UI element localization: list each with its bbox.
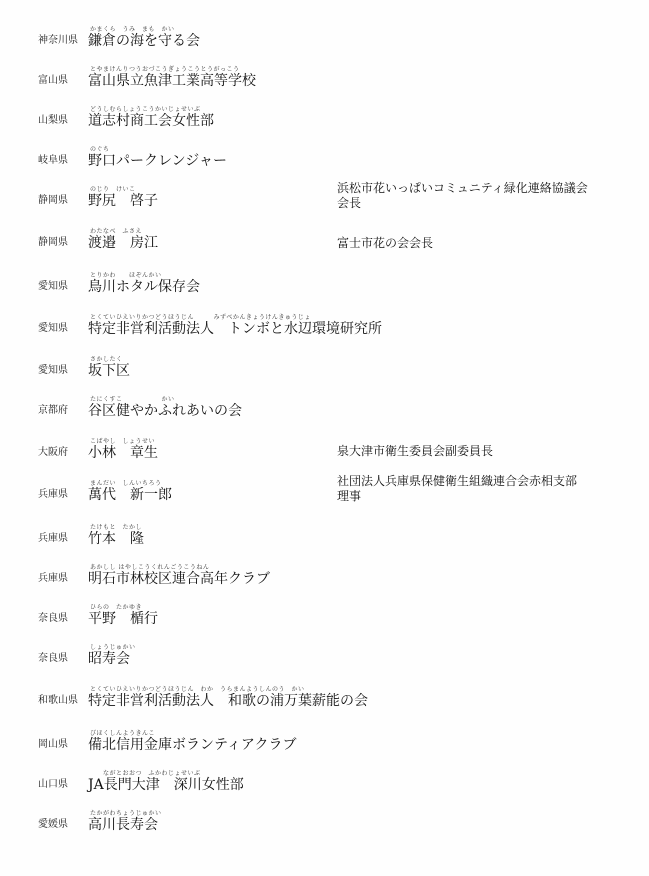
prefecture-label: 愛知県 [38,281,68,292]
list-item [0,686,649,716]
prefecture-label: 静岡県 [38,195,68,206]
recipient-name: 渡邉 房江 [88,235,158,251]
recipient [88,356,130,379]
list-item [0,181,649,216]
recipient [88,186,158,209]
list-item [0,438,649,468]
furigana: のじり けいこ [90,186,136,193]
furigana: とりかわ ほぞんかい [90,272,162,279]
prefecture-label: 大阪府 [38,447,68,458]
furigana: どうしむらしょうこうかいじょせいぶ [90,106,201,113]
prefecture-label: 山梨県 [38,115,68,126]
prefecture-label: 和歌山県 [38,695,78,706]
recipient-name: 道志村商工会女性部 [88,113,214,129]
title-line: 会長 [337,196,362,210]
prefecture-label: 愛媛県 [38,819,68,830]
furigana: あかしし はやしこうくれんごうこうねん [90,564,210,571]
list-item [0,272,649,302]
recipient [88,396,242,419]
prefecture-label: 京都府 [38,405,68,416]
furigana: こばやし しょうせい [90,438,156,445]
title-line: 理事 [337,489,362,503]
recipient-title [337,444,627,459]
recipient-name: 野尻 啓子 [88,193,158,209]
recipient-name: 特定非営利活動法人 トンボと水辺環境研究所 [88,321,382,337]
recipient [88,228,158,251]
list-item [0,66,649,96]
recipient-name: 昭寿会 [88,651,130,667]
recipient [88,770,244,793]
furigana: とやまけんりつうおづこうぎょうこうとうがっこう [90,66,240,73]
list-item [0,26,649,56]
recipient [88,686,368,709]
recipient [88,644,136,667]
recipient-name: 富山県立魚津工業高等学校 [88,73,256,89]
recipient-name: 小林 章生 [88,445,158,461]
recipient [88,480,172,503]
list-item [0,106,649,136]
recipient-name: 鎌倉の海を守る会 [88,33,200,49]
list-item [0,604,649,634]
prefecture-label: 奈良県 [38,653,68,664]
recipient [88,272,200,295]
furigana: ひらの たかゆき [90,604,143,611]
prefecture-label: 山口県 [38,779,68,790]
recipient [88,66,256,89]
list-item [0,228,649,258]
furigana: さかしたく [90,356,123,363]
prefecture-label: 兵庫県 [38,573,68,584]
recipient [88,810,162,833]
list-item [0,524,649,554]
prefecture-label: 奈良県 [38,613,68,624]
recipient [88,26,200,49]
recipient-name: JA長門大津 深川女性部 [88,777,244,793]
recipient-name: 坂下区 [88,363,130,379]
list-item [0,474,649,510]
furigana: とくていひえいりかつどうほうじん みずべかんきょうけんきゅうじょ [90,314,311,321]
furigana: たけもと たかし [90,524,143,531]
list-item [0,730,649,760]
recipient [88,564,270,587]
title-line: 社団法人兵庫県保健衛生組織連合会赤相支部 [337,474,578,488]
recipient [88,604,158,627]
list-item [0,564,649,594]
recipient-name: 野口パークレンジャー [88,153,228,169]
prefecture-label: 岡山県 [38,739,68,750]
list-item [0,314,649,344]
prefecture-label: 兵庫県 [38,533,68,544]
recipient [88,730,296,753]
prefecture-label: 富山県 [38,75,68,86]
furigana: わたなべ ふさえ [90,228,143,235]
recipient-name: 特定非営利活動法人 和歌の浦万葉薪能の会 [88,693,368,709]
furigana: のぐち [90,146,110,153]
recipient-name: 平野 楯行 [88,611,158,627]
recipient-title [337,181,627,211]
furigana: かまくら うみ まも かい [90,26,175,33]
title-line: 富士市花の会会長 [337,236,434,250]
list-item [0,396,649,426]
prefecture-label: 愛知県 [38,365,68,376]
furigana: びほくしんようきんこ [90,730,156,737]
recipient [88,314,382,337]
recipient [88,524,144,547]
prefecture-label: 神奈川県 [38,35,78,46]
prefecture-label: 岐阜県 [38,155,68,166]
recipient [88,106,214,129]
furigana: とくていひえいりかつどうほうじん わか うらまんようしんのう かい [90,686,305,693]
recipient-title [337,474,627,504]
list-item [0,146,649,176]
list-item [0,644,649,674]
recipient-name: 萬代 新一郎 [88,487,172,503]
furigana: ながとおおつ ふかわじょせいぶ [90,770,201,777]
furigana: たにくすこ かい [90,396,175,403]
list-item [0,810,649,840]
recipient-name: 明石市林校区連合高年クラブ [88,571,270,587]
prefecture-label: 静岡県 [38,237,68,248]
recipient-name: 備北信用金庫ボランティアクラブ [88,737,297,753]
furigana: たかがわちょうじゅかい [90,810,162,817]
recipient [88,146,227,169]
recipient-name: 鳥川ホタル保存会 [88,279,200,295]
recipient [88,438,158,461]
recipient-title [337,236,627,251]
title-line: 泉大津市衛生委員会副委員長 [337,444,494,458]
recipient-name: 高川長寿会 [88,817,158,833]
furigana: まんだい しんいちろう [90,480,162,487]
furigana: しょうじゅかい [90,644,136,651]
prefecture-label: 兵庫県 [38,489,68,500]
list-item [0,770,649,800]
recipient-name: 竹本 隆 [88,531,144,547]
title-line: 浜松市花いっぱいコミュニティ緑化連絡協議会 [337,181,588,195]
list-item [0,356,649,386]
recipient-name: 谷区健やかふれあいの会 [88,403,242,419]
prefecture-label: 愛知県 [38,323,68,334]
